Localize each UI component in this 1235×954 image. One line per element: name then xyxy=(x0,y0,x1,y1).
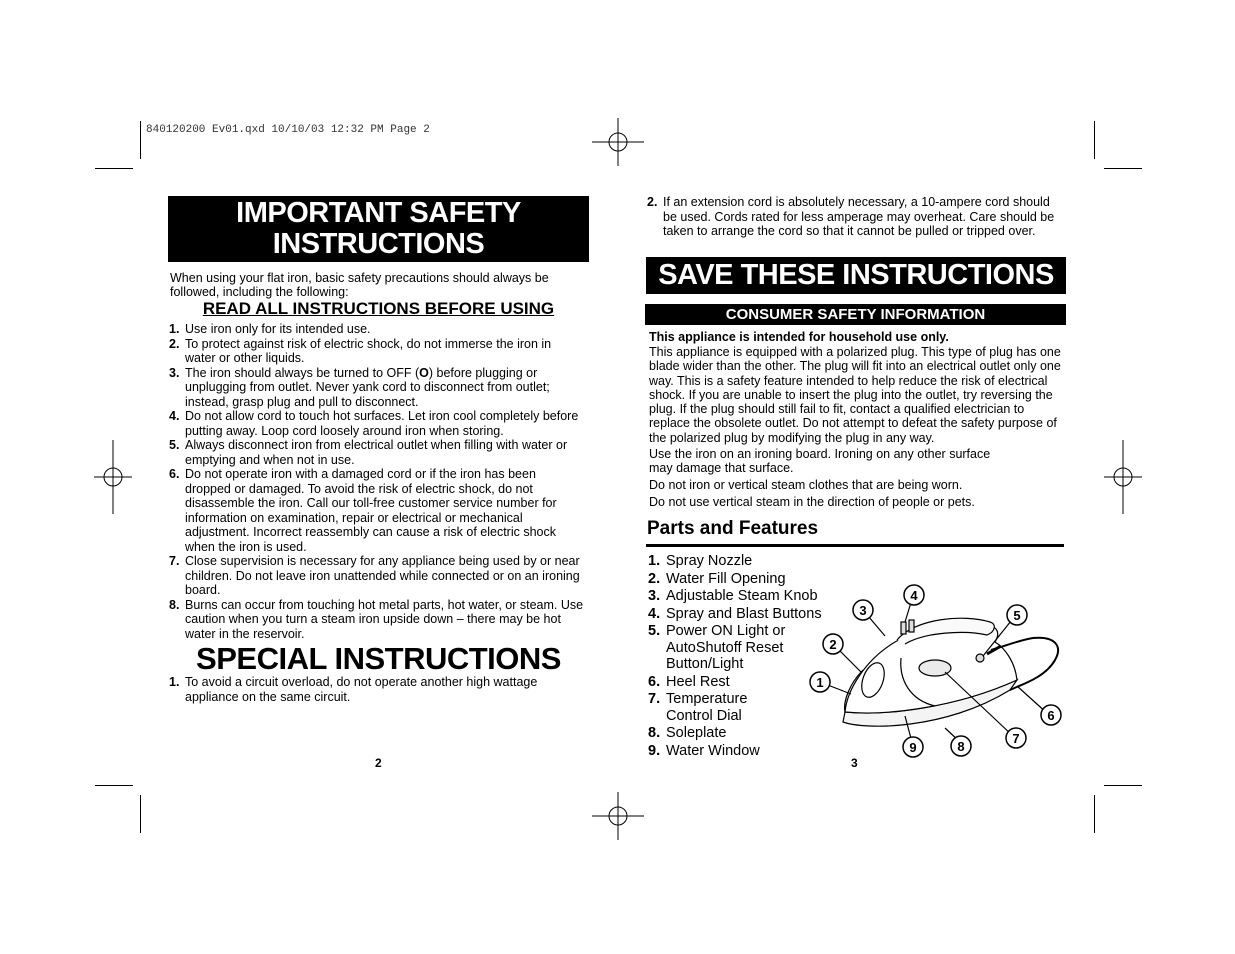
svg-text:6: 6 xyxy=(1047,708,1055,723)
page-number-left: 2 xyxy=(375,756,382,770)
ironing-board-line-2: may damage that surface. xyxy=(649,461,794,476)
registration-mark-left xyxy=(94,440,132,514)
callout-7 xyxy=(1006,728,1026,748)
list-item: 5. Always disconnect iron from electrical outlet when filling with water or emptying and when not in use. xyxy=(169,438,568,467)
callout-1 xyxy=(810,672,830,692)
list-item: 1. Use iron only for its intended use. xyxy=(169,322,371,336)
callout-2 xyxy=(823,634,843,654)
svg-text:8: 8 xyxy=(957,739,965,754)
consumer-safety-body xyxy=(649,345,1065,509)
svg-text:1: 1 xyxy=(816,675,824,690)
callout-8 xyxy=(951,736,971,756)
list-item: 1. To avoid a circuit overload, do not operate another high wattage appliance on the same circuit. xyxy=(169,675,538,704)
household-use-note: This appliance is intended for household use only. xyxy=(649,330,949,344)
list-item: 9. Water Window xyxy=(648,742,760,759)
callout-3 xyxy=(853,600,873,620)
list-item: 6. Do not operate iron with a damaged cord or if the iron has been dropped or damaged. To avoid the risk of electric shock, do not disassemble the iron. Call our toll-free customer service number for information on examination, repair or electrical or mechanical adjustment. Incorrect reassembly can cause a risk of electric shock when the iron is used. xyxy=(169,467,557,554)
no-vertical-people-text: Do not use vertical steam in the direction of people or pets. xyxy=(649,494,975,509)
consumer-safety-banner: CONSUMER SAFETY INFORMATION xyxy=(645,304,1066,325)
callout-9 xyxy=(903,737,923,757)
list-item: 1. Spray Nozzle xyxy=(648,553,753,569)
registration-mark-bottom xyxy=(592,792,644,840)
svg-text:7: 7 xyxy=(1012,731,1020,746)
svg-text:2: 2 xyxy=(829,637,837,652)
svg-text:9: 9 xyxy=(909,740,917,755)
callout-4 xyxy=(904,585,924,605)
important-safety-banner xyxy=(168,196,589,262)
list-item: 3. Adjustable Steam Knob xyxy=(648,588,818,604)
heading-rule xyxy=(646,544,1064,547)
callout-6 xyxy=(1041,705,1061,725)
list-item: 6. Heel Rest xyxy=(648,673,730,690)
list-item: 2. To protect against risk of electric shock, do not immerse the iron in water or other liquids. xyxy=(169,336,552,365)
read-all-heading: READ ALL INSTRUCTIONS BEFORE USING xyxy=(202,299,555,318)
list-item: 3. The iron should always be turned to OFF (O) before plugging or unplugging from outlet. Never yank cord to disconnect from outlet; instead, grasp plug and pull to disconnect. xyxy=(169,365,550,409)
banner-line-2: INSTRUCTIONS xyxy=(272,228,485,260)
print-slug: 840120200 Ev01.qxd 10/10/03 12:32 PM Page 2 xyxy=(146,124,430,136)
svg-text:4: 4 xyxy=(910,588,918,603)
callout-5 xyxy=(1007,605,1027,625)
list-item: 4. Do not allow cord to touch hot surfaces. Let iron cool completely before putting away. Loop cord loosely around iron when storing. xyxy=(169,409,579,438)
registration-mark-right xyxy=(1104,440,1142,514)
list-item: 2. If an extension cord is absolutely necessary, a 10-ampere cord should be used. Cords rated for less amperage may overheat. Care should be taken to arrange the cord so that it cannot be pulled or tripped over. xyxy=(647,195,1055,238)
list-item: 7. Temperature Control Dial xyxy=(648,691,748,724)
registration-mark-top xyxy=(592,118,644,166)
list-item: 8. Soleplate xyxy=(648,725,727,741)
banner-line-1: IMPORTANT SAFETY xyxy=(236,197,521,229)
special-list xyxy=(169,675,584,704)
list-item: 2. Water Fill Opening xyxy=(648,570,786,587)
parts-features-heading: Parts and Features xyxy=(647,518,819,539)
intro-text: When using your flat iron, basic safety precautions should always be followed, including the following: xyxy=(170,271,549,299)
svg-text:3: 3 xyxy=(859,603,867,618)
ironing-board-line-1: Use the iron on an ironing board. Ironing on any other surface xyxy=(649,447,991,462)
list-item: 8. Burns can occur from touching hot metal parts, hot water, or steam. Use caution when you turn a steam iron upside down – there may be hot water in the reservoir. xyxy=(169,597,584,641)
extension-cord-list xyxy=(647,195,1063,239)
safety-list xyxy=(169,322,584,641)
iron-illustration xyxy=(805,580,1070,760)
special-instructions-title: SPECIAL INSTRUCTIONS xyxy=(196,641,561,676)
list-item: 4. Spray and Blast Buttons xyxy=(648,605,822,622)
polarized-plug-text: This appliance is equipped with a polarized plug. This type of plug has one blade wider than the other. The plug will fit into an electrical outlet only one way. This is a safety feature intended to help reduce the risk of electrical shock. If you are unable to insert the plug into the outlet, try reversing the plug. If the plug should still fail to fit, contact a qualified electrician to replace the obsolete outlet. Do not attempt to defeat the safety purpose of the polarized plug by modifying the plug in any way. xyxy=(649,345,1061,445)
page-number-right: 3 xyxy=(851,756,858,770)
list-item: 7. Close supervision is necessary for any appliance being used by or near children. Do not leave iron unattended while connected or on an ironing board. xyxy=(169,554,580,597)
no-vertical-clothes-text: Do not iron or vertical steam clothes that are being worn. xyxy=(649,477,963,492)
list-item: 5. Power ON Light or AutoShutoff Reset Button/Light xyxy=(648,623,786,672)
svg-text:5: 5 xyxy=(1013,608,1021,623)
save-instructions-banner: SAVE THESE INSTRUCTIONS xyxy=(646,257,1066,294)
